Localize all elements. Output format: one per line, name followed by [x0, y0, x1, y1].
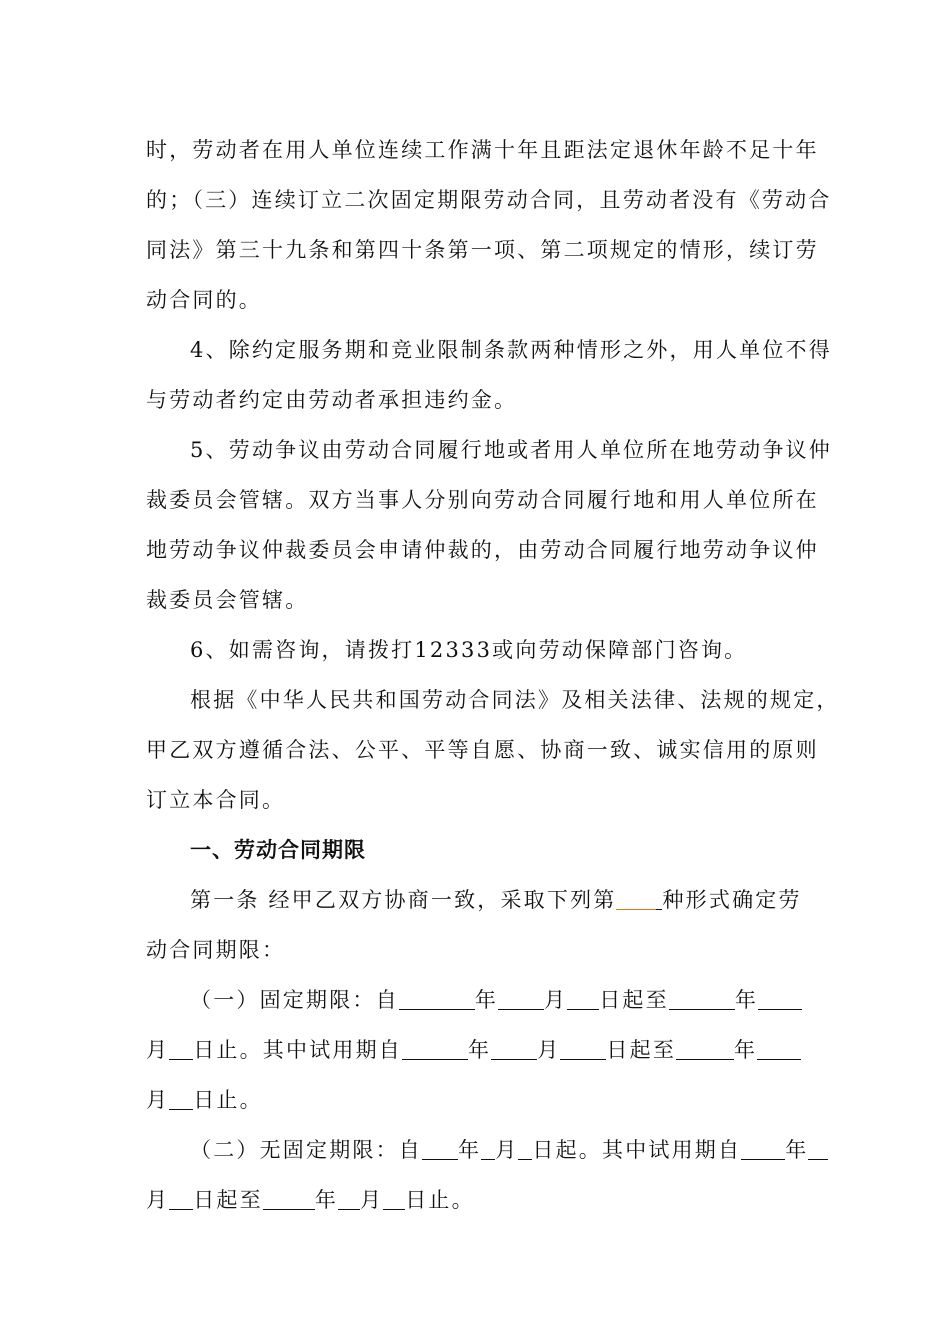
blank-month[interactable] — [481, 1137, 495, 1160]
label: 年 — [734, 988, 759, 1012]
blank-day[interactable] — [169, 1087, 193, 1110]
blank-day[interactable] — [567, 987, 599, 1010]
text-line: 4、除约定服务期和竞业限制条款两种情形之外，用人单位不得 — [190, 338, 832, 362]
blank-year[interactable] — [422, 1137, 458, 1160]
blank-day[interactable] — [560, 1037, 606, 1060]
label: 日止。其中试用期自 — [193, 1038, 403, 1062]
blank-year[interactable] — [676, 1037, 734, 1060]
label: 年 — [468, 1038, 492, 1062]
text-line: 同法》第三十九条和第四十条第一项、第二项规定的情形，续订劳 — [146, 238, 819, 262]
article-1-line — [190, 886, 802, 914]
blank-month[interactable] — [758, 987, 802, 1010]
open-term-line — [146, 1186, 475, 1214]
text-line: 根据《中华人民共和国劳动合同法》及相关法律、法规的规定， — [190, 688, 840, 712]
blank-day[interactable] — [518, 1137, 532, 1160]
label: 年 — [314, 1188, 339, 1212]
text-line: 订立本合同。 — [146, 788, 286, 812]
label: 月 — [360, 1188, 384, 1212]
label: 月 — [146, 1088, 170, 1112]
blank-form-number[interactable] — [616, 887, 656, 910]
blank-day[interactable] — [169, 1187, 193, 1210]
blank-day[interactable] — [383, 1187, 405, 1210]
blank-year[interactable] — [402, 1037, 468, 1060]
fixed-term-line — [146, 1036, 801, 1064]
label: 月 — [495, 1138, 519, 1162]
text-line: 动合同的。 — [146, 288, 262, 312]
text-line: 甲乙双方遵循合法、公平、平等自愿、协商一致、诚实信用的原则 — [146, 738, 819, 762]
blank-month[interactable] — [491, 1037, 537, 1060]
label: 日起至 — [606, 1038, 677, 1062]
article-1-text: 种形式确定劳 — [662, 888, 802, 912]
blank-year[interactable] — [263, 1187, 315, 1210]
text-line: 5、劳动争议由劳动合同履行地或者用人单位所在地劳动争议仲 — [190, 438, 832, 462]
label: 日起至 — [599, 988, 669, 1012]
blank-month[interactable] — [498, 987, 544, 1010]
text-line: 裁委员会管辖。双方当事人分别向劳动合同履行地和用人单位所在 — [146, 488, 819, 512]
blank-year[interactable] — [669, 987, 735, 1010]
label: 月 — [537, 1038, 561, 1062]
text-line: 与劳动者约定由劳动者承担违约金。 — [146, 388, 518, 412]
label: （二）无固定期限：自 — [190, 1138, 422, 1162]
label: 年 — [474, 988, 499, 1012]
label: 日止。 — [193, 1088, 263, 1112]
blank-month[interactable] — [808, 1137, 828, 1160]
text-line: 动合同期限： — [146, 938, 286, 962]
blank-year[interactable] — [399, 987, 475, 1010]
blank-month[interactable] — [757, 1037, 801, 1060]
label: 年 — [458, 1138, 482, 1162]
label: 年 — [734, 1038, 758, 1062]
label: 月 — [146, 1188, 170, 1212]
section-heading: 一、劳动合同期限 — [190, 838, 366, 862]
text-line: 时，劳动者在用人单位连续工作满十年且距法定退休年龄不足十年 — [146, 138, 819, 162]
open-term-line — [190, 1136, 828, 1164]
text-line: 裁委员会管辖。 — [146, 588, 309, 612]
text-line: 6、如需咨询，请拨打12333或向劳动保障部门咨询。 — [190, 638, 748, 662]
label: 日起。其中试用期自 — [532, 1138, 742, 1162]
label: 日起至 — [193, 1188, 263, 1212]
fixed-term-line — [146, 1086, 263, 1114]
label: 月 — [544, 988, 568, 1012]
text-line: 地劳动争议仲裁委员会申请仲裁的，由劳动合同履行地劳动争议仲 — [146, 538, 819, 562]
blank-year[interactable] — [741, 1137, 785, 1160]
blank-month[interactable] — [338, 1187, 360, 1210]
fixed-term-line — [190, 986, 802, 1014]
label: （一）固定期限：自 — [190, 988, 399, 1012]
label: 年 — [785, 1138, 809, 1162]
text-line: 的；（三）连续订立二次固定期限劳动合同，且劳动者没有《劳动合 — [146, 188, 832, 212]
blank-day[interactable] — [169, 1037, 193, 1060]
label: 日止。 — [405, 1188, 475, 1212]
label: 月 — [146, 1038, 170, 1062]
article-1-text: 第一条 经甲乙双方协商一致，采取下列第 — [190, 888, 617, 912]
